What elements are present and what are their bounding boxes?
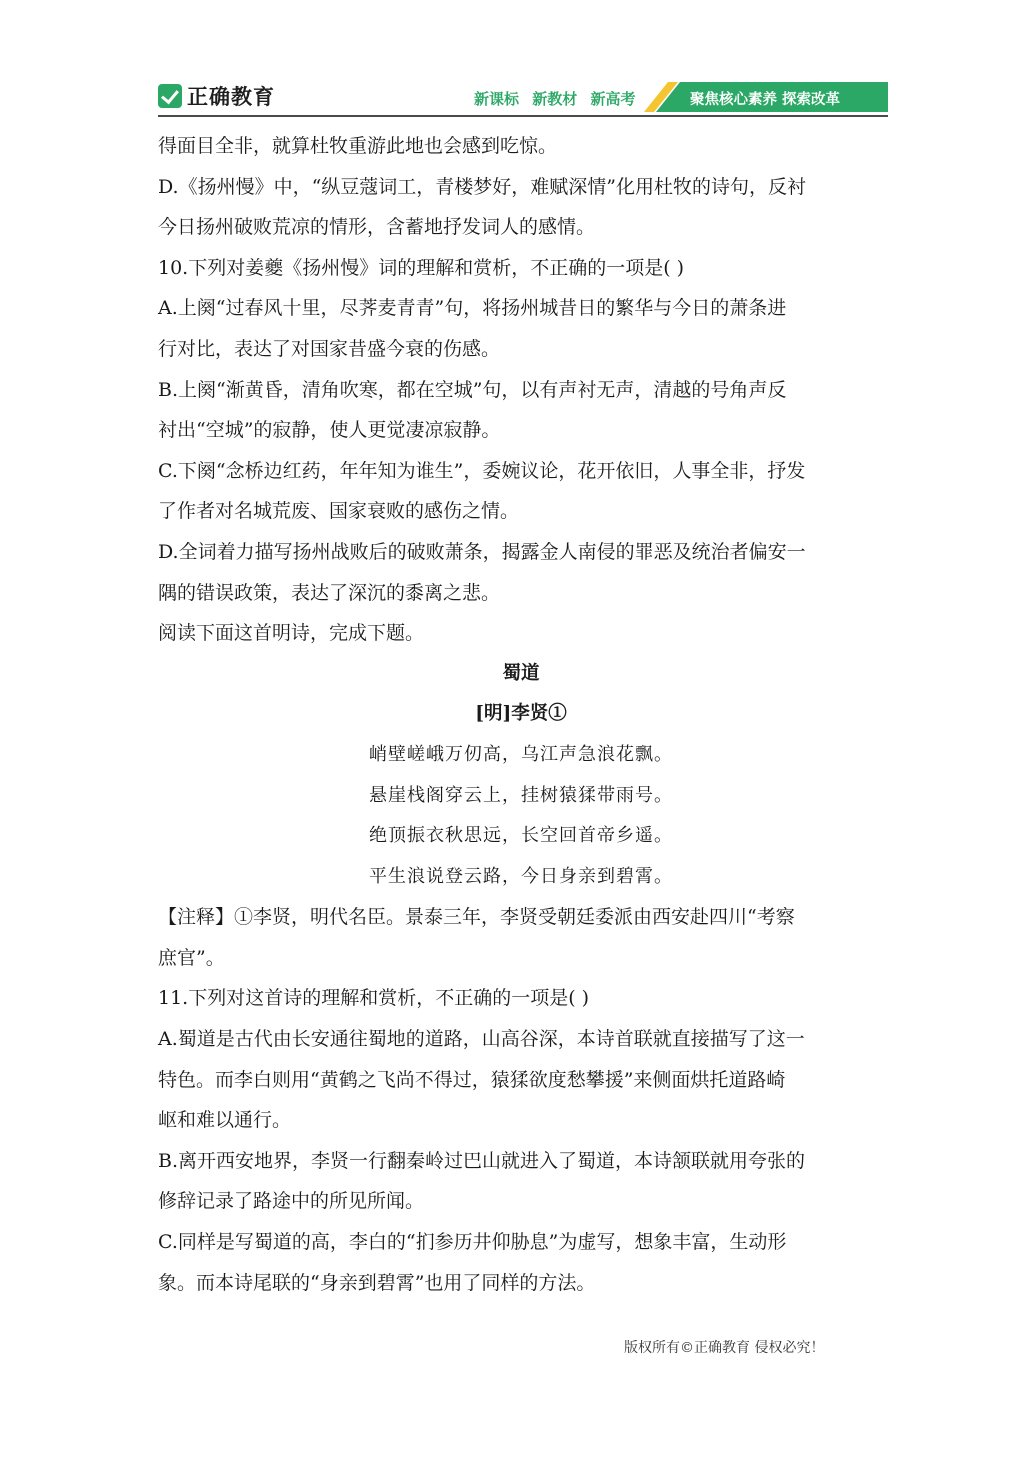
copyright-footer: 版权所有©正确教育 侵权必究！ — [624, 1340, 825, 1356]
text-line: 隅的错误政策，表达了深沉的黍离之悲。 — [158, 581, 501, 604]
text-line: 特色。而李白则用“黄鹤之飞尚不得过，猿猱欲度愁攀援”来侧面烘托道路崎 — [158, 1068, 786, 1091]
text-line: 修辞记录了路途中的所见所闻。 — [158, 1190, 425, 1213]
text-line: 象。而本诗尾联的“身亲到碧霄”也用了同样的方法。 — [158, 1271, 596, 1294]
question-10: 10.下列对姜夔《扬州慢》词的理解和赏析，不正确的一项是( ) — [158, 256, 685, 279]
poem-title: 蜀道 — [502, 662, 540, 684]
text-line: 行对比，表达了对国家昔盛今衰的伤感。 — [158, 337, 501, 360]
text-line: 岖和难以通行。 — [158, 1109, 292, 1132]
text-line: 衬出“空城”的寂静，使人更觉凄凉寂静。 — [158, 419, 501, 442]
page-header — [158, 78, 888, 116]
banner-text: 聚焦核心素养 探索改革 — [690, 92, 841, 108]
poem-verse: 峭壁嵯峨万仞高，乌江声急浪花飘。 — [369, 743, 673, 765]
text-line: 得面目全非，就算杜牧重游此地也会感到吃惊。 — [158, 135, 558, 157]
text-line: 了作者对名城荒废、国家衰败的感伤之情。 — [158, 500, 520, 523]
poem-verse: 悬崖栈阁穿云上，挂树猿猱带雨号。 — [369, 784, 673, 806]
annotation: 【注释】①李贤，明代名臣。景泰三年，李贤受朝廷委派由西安赴四川“考察 — [158, 906, 795, 929]
text-line: B.上阕“渐黄昏，清角吹寒，都在空城”句，以有声衬无声，清越的号角声反 — [158, 378, 787, 401]
logo-text: 正确教育 — [187, 85, 275, 109]
text-line: 今日扬州破败荒凉的情形，含蓄地抒发词人的感情。 — [158, 216, 596, 239]
slogan-2: 新教材 — [532, 90, 578, 108]
slogan-3: 新高考 — [590, 90, 636, 108]
text-line: A.上阕“过春风十里，尽荠麦青青”句，将扬州城昔日的繁华与今日的萧条进 — [158, 297, 787, 320]
annotation: 庶官”。 — [158, 946, 225, 969]
text-line: D.《扬州慢》中，“纵豆蔻词工，青楼梦好，难赋深情”化用杜牧的诗句，反衬 — [158, 175, 807, 198]
document-body — [158, 126, 884, 1303]
text-line: C.下阕“念桥边红药，年年知为谁生”，委婉议论，花开依旧，人事全非，抒发 — [158, 459, 806, 482]
slogan-1: 新课标 — [474, 90, 520, 108]
text-line: B.离开西安地界，李贤一行翻秦岭过巴山就进入了蜀道，本诗颔联就用夸张的 — [158, 1149, 806, 1172]
reading-instruction: 阅读下面这首明诗，完成下题。 — [158, 622, 425, 645]
question-11: 11.下列对这首诗的理解和赏析，不正确的一项是( ) — [158, 987, 590, 1010]
brand-logo — [158, 82, 275, 110]
poem-verse: 绝顶振衣秋思远，长空回首帝乡遥。 — [369, 825, 673, 847]
check-icon — [158, 84, 182, 108]
poem-verse: 平生浪说登云路，今日身亲到碧霄。 — [369, 865, 673, 887]
text-line: C.同样是写蜀道的高，李白的“扪参历井仰胁息”为虚写，想象丰富，生动形 — [158, 1231, 787, 1254]
text-line: D.全词着力描写扬州战败后的破败萧条，揭露金人南侵的罪恶及统治者偏安一 — [158, 540, 806, 563]
header-banner — [644, 82, 888, 112]
header-divider — [158, 115, 888, 117]
slogan-group — [474, 88, 644, 109]
poem-author: [明]李贤① — [475, 703, 567, 725]
text-line: A.蜀道是古代由长安通往蜀地的道路，山高谷深，本诗首联就直接描写了这一 — [158, 1028, 805, 1051]
